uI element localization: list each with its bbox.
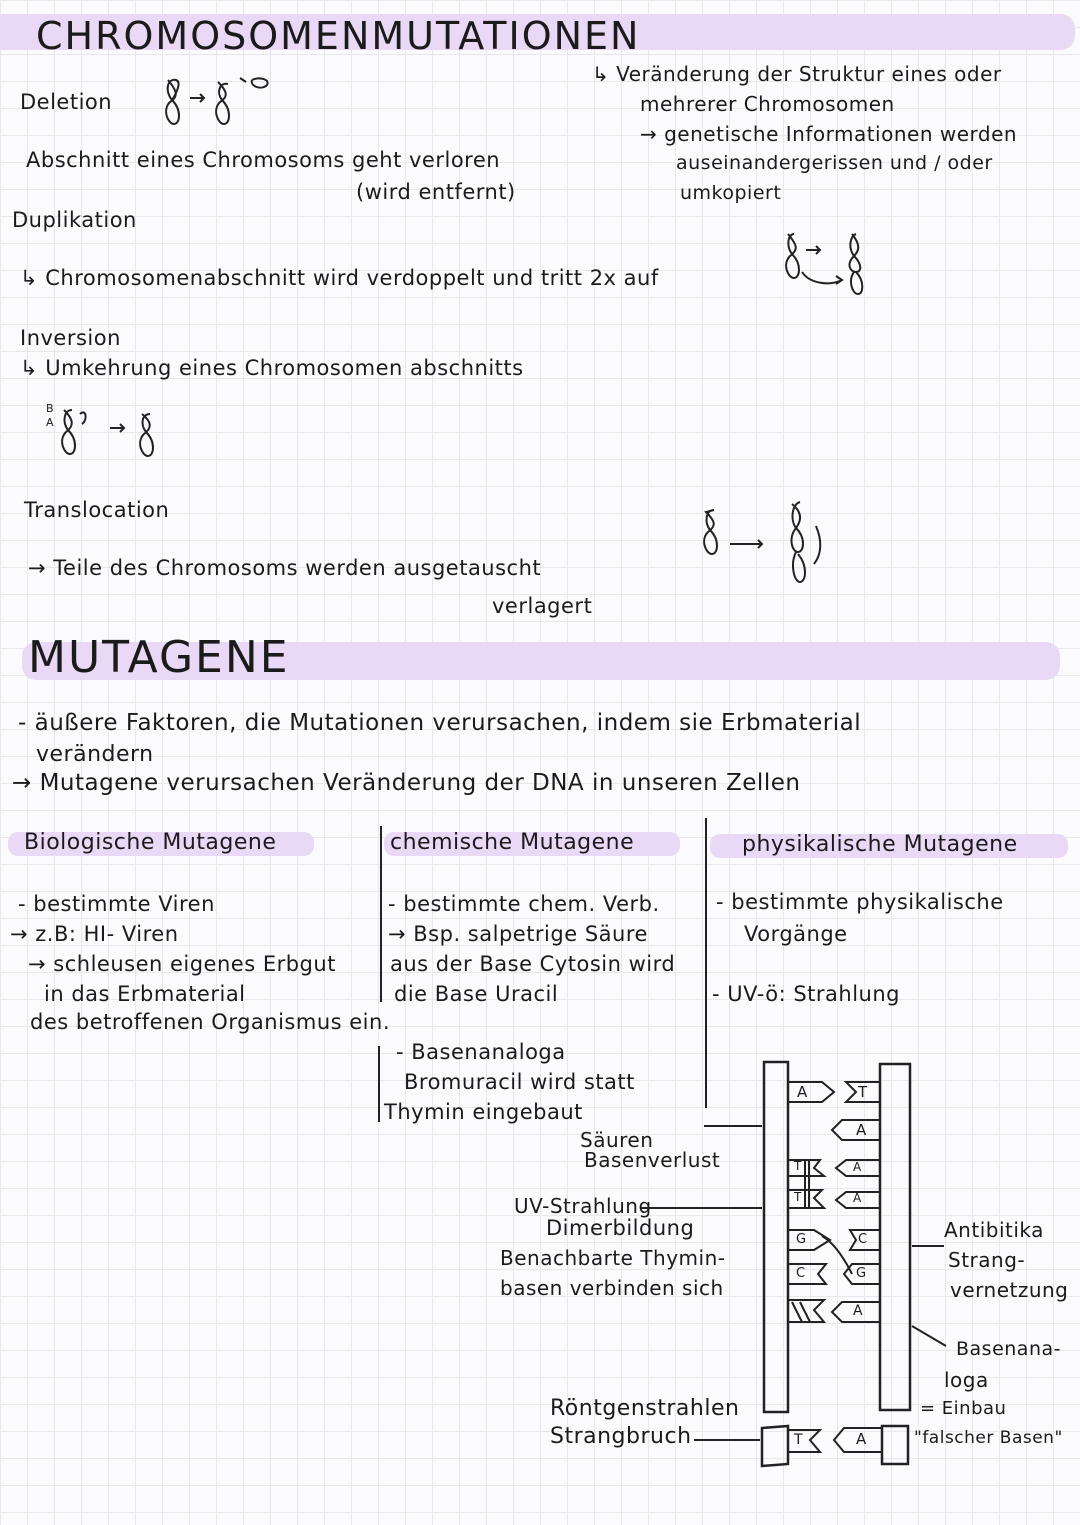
duplikation-heading: Duplikation [12,208,137,232]
phys-heading: physikalische Mutagene [742,832,1018,857]
mutagene-line-1: - äußere Faktoren, die Mutationen verursachen, indem sie Erbmaterial [18,710,862,736]
thymin-label-2: basen verbinden sich [500,1276,724,1300]
base-label-a-3: A [853,1160,862,1174]
inversion-label-a: A [46,416,55,429]
chem-line-1: - bestimmte chem. Verb. [388,892,660,916]
roentgen-label: Röntgenstrahlen [550,1396,740,1421]
phys-line-1: - bestimmte physikalische [716,890,1004,914]
definition-line-2: mehrerer Chromosomen [640,92,895,116]
base-label-c-2: C [796,1266,806,1281]
dimer-label: Dimerbildung [546,1216,695,1240]
base-label-c-1: C [858,1232,868,1247]
bio-line-1: - bestimmte Viren [18,892,215,916]
definition-line-4: auseinandergerissen und / oder [676,152,993,174]
base-label-t-4: T [794,1432,804,1448]
basenverlust-label: Basenverlust [584,1148,721,1172]
definition-line-3: → genetische Informationen werden [640,122,1018,146]
inversion-heading: Inversion [20,326,121,350]
bio-line-3: → schleusen eigenes Erbgut [28,952,336,976]
thymin-label-1: Benachbarte Thymin- [500,1246,726,1270]
translocation-desc: → Teile des Chromosoms werden ausgetauscht [28,556,542,580]
definition-line-5: umkopiert [680,182,782,204]
deletion-heading: Deletion [20,90,113,114]
chem-line-7: Thymin eingebaut [384,1100,583,1124]
page-title: CHROMOSOMENMUTATIONEN [36,14,641,58]
chem-line-4: die Base Uracil [394,982,559,1006]
chem-heading: chemische Mutagene [390,830,635,855]
base-label-a-4: A [853,1191,862,1205]
phys-line-3: - UV-ö: Strahlung [712,982,900,1006]
base-label-t-2: T [794,1159,802,1173]
falscher-basen-label: "falscher Basen" [914,1428,1063,1448]
mutagene-line-2: verändern [36,742,154,767]
deletion-desc-2: (wird entfernt) [356,180,516,204]
duplikation-desc: ↳ Chromosomenabschnitt wird verdoppelt und tritt 2x auf [20,266,659,290]
mutagene-title: MUTAGENE [28,632,290,683]
base-label-g-2: G [856,1266,867,1281]
translocation-desc-2: verlagert [492,594,593,618]
strangbruch-label: Strangbruch [550,1424,692,1449]
dna-strand-left [764,1062,788,1412]
antibiotika-label: Antibitika [944,1218,1044,1242]
bio-line-2: → z.B: HI- Viren [10,922,179,946]
base-label-a-6: A [856,1430,867,1448]
deletion-desc: Abschnitt eines Chromosoms geht verloren [26,148,501,172]
inversion-desc: ↳ Umkehrung eines Chromosomen abschnitts [20,356,524,380]
chem-line-6: Bromuracil wird statt [404,1070,635,1094]
dna-strand-left-broken [762,1426,788,1466]
bio-line-4: in das Erbmaterial [44,982,246,1006]
base-label-t-3: T [794,1190,802,1204]
einbau-label: = Einbau [920,1398,1007,1419]
basenanaloga-label-1: Basenana- [956,1338,1061,1360]
uv-label: UV-Strahlung [514,1194,652,1218]
definition-line-1: ↳ Veränderung der Struktur eines oder [592,62,1002,86]
bio-heading: Biologische Mutagene [24,830,277,855]
inversion-label-b: B [46,402,55,415]
basenanaloga-label-2: loga [944,1368,989,1392]
strang-label: Strang- [948,1248,1026,1272]
chem-line-2: → Bsp. salpetrige Säure [388,922,648,946]
chem-line-5: - Basenanaloga [396,1040,566,1064]
dna-strand-right-broken [882,1426,908,1464]
base-label-t-1: T [858,1083,868,1101]
base-label-a-2: A [856,1121,867,1139]
vernetzung-label: vernetzung [950,1278,1069,1302]
base-label-a-1: A [797,1083,808,1101]
phys-line-2: Vorgänge [744,922,848,946]
base-label-a-5: A [853,1303,864,1319]
base-label-g-1: G [796,1232,807,1247]
saeuren-label: Säuren [580,1128,654,1152]
dna-strand-right [880,1064,910,1410]
chem-line-3: aus der Base Cytosin wird [390,952,676,976]
mutagene-line-3: → Mutagene verursachen Veränderung der DNA in unseren Zellen [12,770,801,796]
bio-line-5: des betroffenen Organismus ein. [30,1010,390,1034]
translocation-heading: Translocation [24,498,170,522]
